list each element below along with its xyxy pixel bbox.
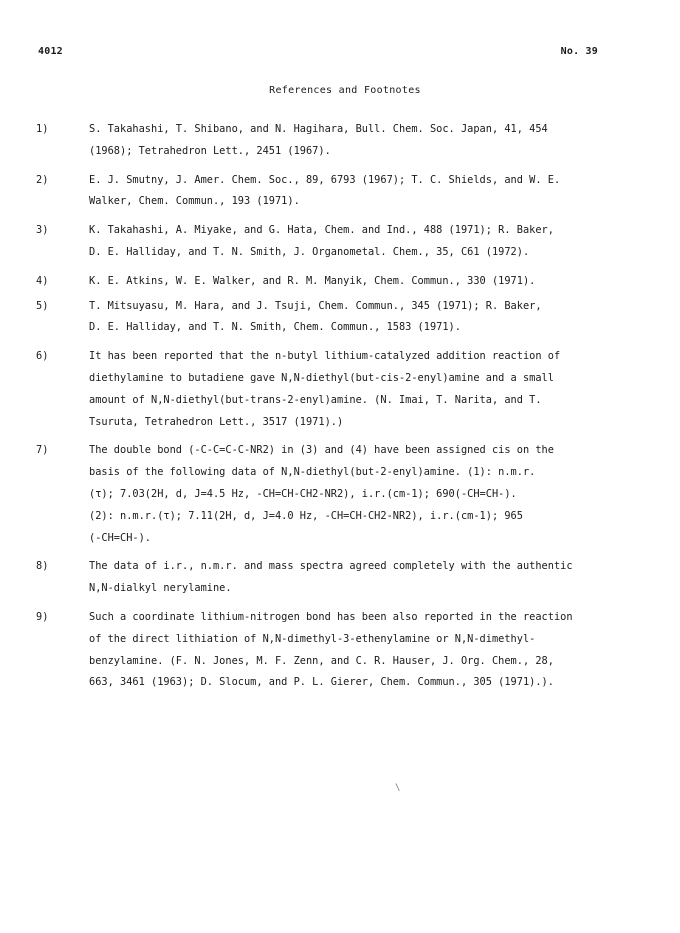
section-title: References and Footnotes <box>269 85 421 96</box>
reference-line: T. Mitsuyasu, M. Hara, and J. Tsuji, Chem. Commun., 345 (1971); R. Baker, <box>89 299 542 312</box>
reference-line: Walker, Chem. Commun., 193 (1971). <box>89 195 300 208</box>
reference-number: 4) <box>36 274 49 287</box>
reference-line: E. J. Smutny, J. Amer. Chem. Soc., 89, 6793 (1967); T. C. Shields, and W. E. <box>89 173 561 186</box>
page-number: 4012 <box>38 46 63 57</box>
reference-number: 1) <box>36 123 49 135</box>
reference-line: diethylamine to butadiene gave N,N-diethyl(but-cis-2-enyl)amine and a small <box>89 371 554 384</box>
reference-line: 663, 3461 (1963); D. Slocum, and P. L. Gierer, Chem. Commun., 305 (1971).). <box>89 676 554 689</box>
reference-3 <box>36 220 626 264</box>
reference-line: D. E. Halliday, and T. N. Smith, J. Organometal. Chem., 35, C61 (1972). <box>89 245 530 258</box>
reference-line: (2): n.m.r.(τ); 7.11(2H, d, J=4.0 Hz, -CH=CH-CH2-NR2), i.r.(cm-1); 965 <box>89 509 523 522</box>
reference-number: 3) <box>36 224 49 237</box>
reference-line: D. E. Halliday, and T. N. Smith, Chem. Commun., 1583 (1971). <box>89 321 461 334</box>
reference-line: It has been reported that the n-butyl lithium-catalyzed addition reaction of <box>89 350 561 363</box>
reference-line: S. Takahashi, T. Shibano, and N. Hagihara, Bull. Chem. Soc. Japan, 41, 454 <box>89 123 548 135</box>
reference-number: 6) <box>36 350 49 363</box>
reference-4 <box>36 271 626 293</box>
reference-9 <box>36 607 626 694</box>
reference-line: The data of i.r., n.m.r. and mass spectra agreed completely with the authentic <box>89 560 573 573</box>
reference-line: amount of N,N-diethyl(but-trans-2-enyl)amine. (N. Imai, T. Narita, and T. <box>89 393 542 406</box>
reference-line: (1968); Tetrahedron Lett., 2451 (1967). <box>89 144 331 157</box>
reference-5 <box>36 296 626 340</box>
reference-line: (τ); 7.03(2H, d, J=4.5 Hz, -CH=CH-CH2-NR2), i.r.(cm-1); 690(-CH=CH-). <box>89 487 517 500</box>
reference-line: N,N-dialkyl nerylamine. <box>89 582 232 595</box>
reference-number: 5) <box>36 299 49 312</box>
scan-speck: \ <box>395 783 401 793</box>
reference-number: 9) <box>36 610 49 623</box>
reference-line: The double bond (-C-C=C-C-NR2) in (3) and (4) have been assigned cis on the <box>89 444 554 457</box>
reference-7 <box>36 440 626 549</box>
reference-number: 8) <box>36 560 49 573</box>
issue-number: No. 39 <box>560 46 598 57</box>
reference-line: basis of the following data of N,N-diethyl(but-2-enyl)amine. (1): n.m.r. <box>89 466 536 479</box>
references-list <box>36 119 626 701</box>
reference-2 <box>36 170 626 214</box>
reference-line: of the direct lithiation of N,N-dimethyl-3-ethenylamine or N,N-dimethyl- <box>89 632 536 645</box>
reference-line: (-CH=CH-). <box>89 531 151 544</box>
reference-line: K. Takahashi, A. Miyake, and G. Hata, Chem. and Ind., 488 (1971); R. Baker, <box>89 224 554 237</box>
reference-6 <box>36 346 626 433</box>
reference-line: benzylamine. (F. N. Jones, M. F. Zenn, and C. R. Hauser, J. Org. Chem., 28, <box>89 654 554 667</box>
reference-line: K. E. Atkins, W. E. Walker, and R. M. Manyik, Chem. Commun., 330 (1971). <box>89 274 536 287</box>
reference-number: 7) <box>36 444 49 457</box>
reference-1 <box>36 119 626 163</box>
reference-line: Such a coordinate lithium-nitrogen bond has been also reported in the reaction <box>89 610 573 623</box>
reference-line: Tsuruta, Tetrahedron Lett., 3517 (1971).) <box>89 415 344 428</box>
reference-8 <box>36 556 626 600</box>
reference-number: 2) <box>36 173 49 186</box>
